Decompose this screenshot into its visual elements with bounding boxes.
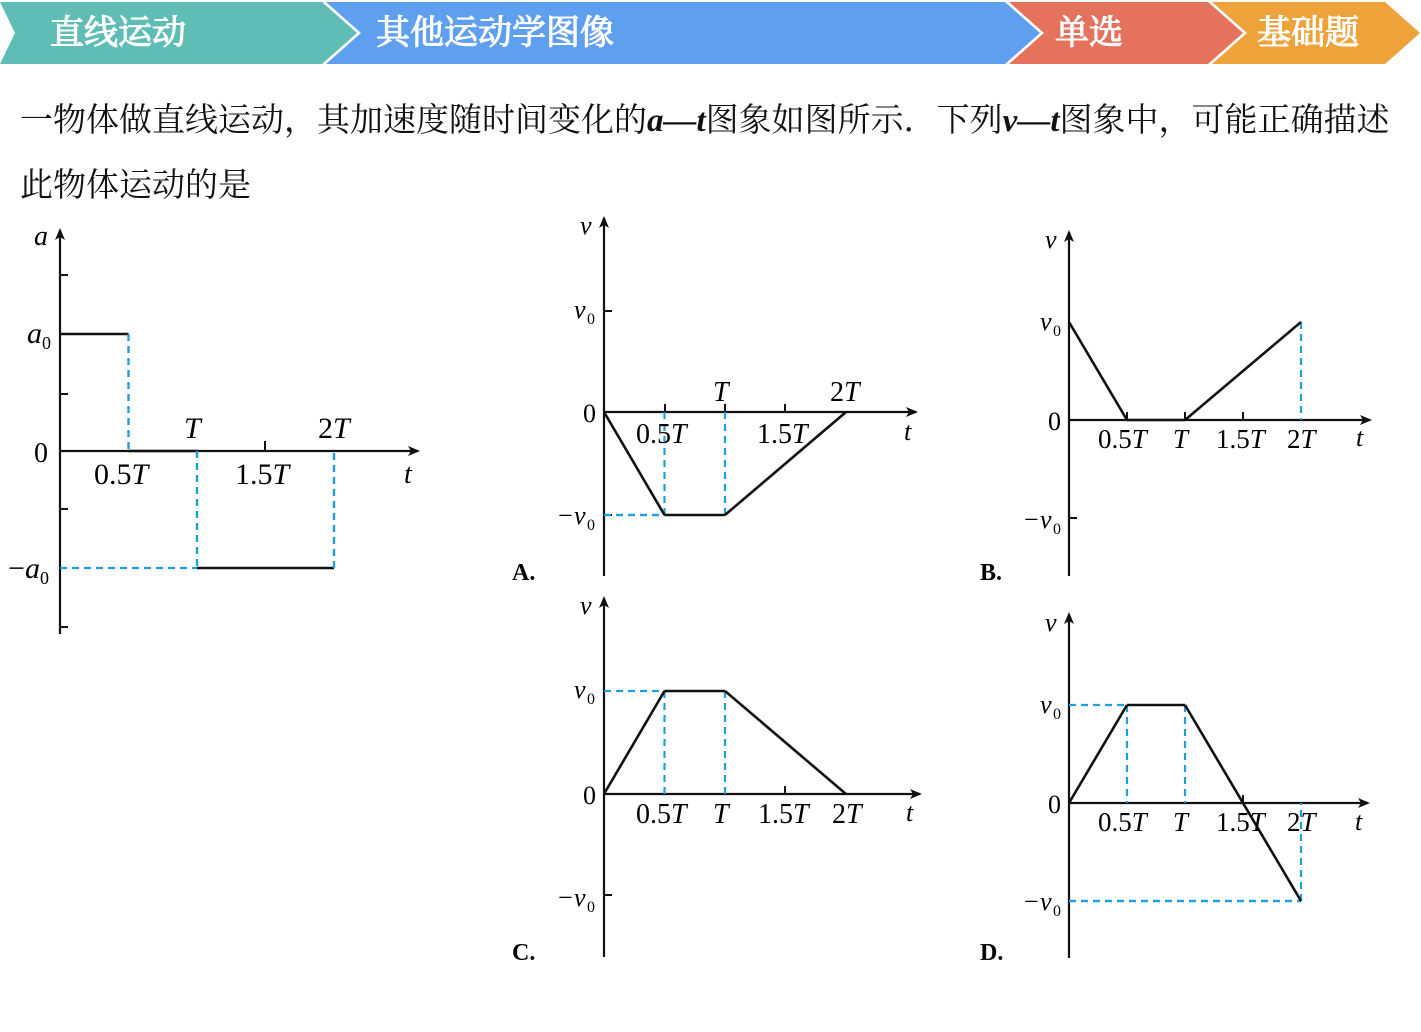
option-c-xtick-label: 2T [832,799,862,830]
breadcrumb-item-topic[interactable]: 直线运动 [50,13,186,53]
option-c-xtick-label: 0.5T [636,799,687,830]
option-d-ytick-v0-main: v [1040,690,1052,719]
option-b-ytick-v0-main: v [1040,307,1052,336]
option-d-ytick-v0 [1040,690,1061,723]
breadcrumb-item-type[interactable]: 单选 [1055,13,1123,53]
a-t-ytick-neg-a0 [8,552,49,588]
c-xlabel: t [906,798,914,827]
option-c-ytick-neg-v0 [558,883,595,916]
option-a-ytick-v0 [574,295,595,328]
breadcrumb-item-level[interactable]: 基础题 [1257,13,1359,53]
option-d-xtick-label: T [1173,807,1189,837]
option-a-xtick-label: T [713,377,729,408]
d-ylabel: v [1045,608,1057,637]
chart-option-b[interactable] [980,225,1370,586]
option-d-ytick-v0-sub: 0 [1053,706,1061,723]
option-a-ytick-v0-sub: 0 [587,311,595,328]
chart-option-a[interactable] [512,211,916,586]
option-d-ytick-neg-v0-sign: − [1024,887,1039,916]
option-d-ytick-zero: 0 [1048,790,1061,819]
option-b-ytick-v0-sub: 0 [1053,323,1061,340]
option-d-xtick-label: 0.5T [1098,807,1147,837]
option-c-ytick-zero: 0 [583,781,596,810]
series-line-segment [1069,322,1127,420]
b-ylabel: v [1045,225,1057,254]
option-d-ytick-neg-v0-main: v [1040,887,1052,916]
option-d-ytick-neg-v0-sub: 0 [1053,903,1061,920]
option-c-label[interactable]: C. [512,940,536,966]
a-ylabel: v [580,211,592,240]
option-b-label[interactable]: B. [980,560,1003,586]
a-t-xtick-label: T [184,412,201,445]
option-b-ytick-neg-v0-sign: − [1024,505,1039,534]
a-t-xtick-label: 1.5T [235,458,290,491]
option-a-xtick-label: 2T [830,377,860,408]
option-c-ytick-v0-sub: 0 [587,691,595,708]
chart-a-t [8,221,418,634]
chart-option-d[interactable] [980,608,1368,966]
a-t-ytick-a0-main: a [27,317,42,350]
series-line-segment [1069,705,1127,803]
option-b-ytick-v0 [1040,307,1061,340]
question-part-1: 一物体做直线运动，其加速度随时间变化的 [20,100,647,139]
option-b-xtick-label: 0.5T [1098,424,1147,454]
option-a-xtick-label: 1.5T [757,419,808,450]
option-d-label[interactable]: D. [980,940,1004,966]
a-t-ytick-zero: 0 [34,438,48,469]
series-line-segment [604,691,665,794]
option-a-ytick-zero: 0 [583,399,596,428]
question-part-3: 图象中，可能正确描述此物体运动的是 [20,100,1390,204]
option-d-ytick-neg-v0 [1024,887,1061,920]
option-a-xtick-label: 0.5T [636,419,687,450]
c-ylabel: v [580,591,592,620]
option-a-ytick-neg-v0-main: v [574,501,586,530]
breadcrumb-item-subtopic[interactable]: 其他运动学图像 [376,13,614,53]
option-b-xtick-label: T [1173,424,1189,454]
question-var-at: a—t [647,103,706,139]
option-a-ytick-v0-main: v [574,295,586,324]
option-d-xtick-label: 2T [1287,807,1316,837]
option-c-ytick-neg-v0-main: v [574,883,586,912]
question-var-vt: v—t [1002,103,1060,139]
a-t-ytick-neg-a0-main: a [25,552,40,585]
a-t-ytick-neg-a0-sign: − [8,552,25,585]
option-b-ytick-neg-v0-sub: 0 [1053,521,1061,538]
a-t-ytick-a0-sub: 0 [42,333,51,353]
option-d-xtick-label: 1.5T [1216,807,1265,837]
option-c-ytick-v0-main: v [574,675,586,704]
series-line-segment [725,691,846,794]
series-line-segment [1185,322,1301,420]
a-t-xtick-label: 2T [318,412,350,445]
option-b-ytick-neg-v0-main: v [1040,505,1052,534]
option-c-xtick-label: 1.5T [758,799,809,830]
option-a-ytick-neg-v0 [558,501,595,534]
option-c-xtick-label: T [713,799,729,830]
option-b-ytick-zero: 0 [1048,407,1061,436]
option-a-ytick-neg-v0-sign: − [558,501,573,530]
question-part-2: 图象如图所示．下列 [705,100,1003,139]
a-t-xtick-label: 0.5T [94,458,149,491]
d-xlabel: t [1355,807,1363,836]
option-b-ytick-neg-v0 [1024,505,1061,538]
option-c-series [604,691,846,794]
a-xlabel: t [904,417,912,446]
option-b-series [1069,322,1301,420]
b-xlabel: t [1356,423,1364,452]
chart-option-c[interactable] [512,591,920,966]
option-a-ytick-neg-v0-sub: 0 [587,517,595,534]
option-c-ytick-neg-v0-sign: − [558,883,573,912]
a-t-ylabel: a [34,221,48,252]
a-t-xlabel: t [404,459,412,490]
a-t-ytick-a0 [27,317,51,353]
option-c-ytick-neg-v0-sub: 0 [587,899,595,916]
option-a-label[interactable]: A. [512,560,536,586]
a-t-ytick-neg-a0-sub: 0 [40,568,49,588]
option-b-xtick-label: 1.5T [1216,424,1265,454]
option-b-xtick-label: 2T [1287,424,1316,454]
option-c-ytick-v0 [574,675,595,708]
